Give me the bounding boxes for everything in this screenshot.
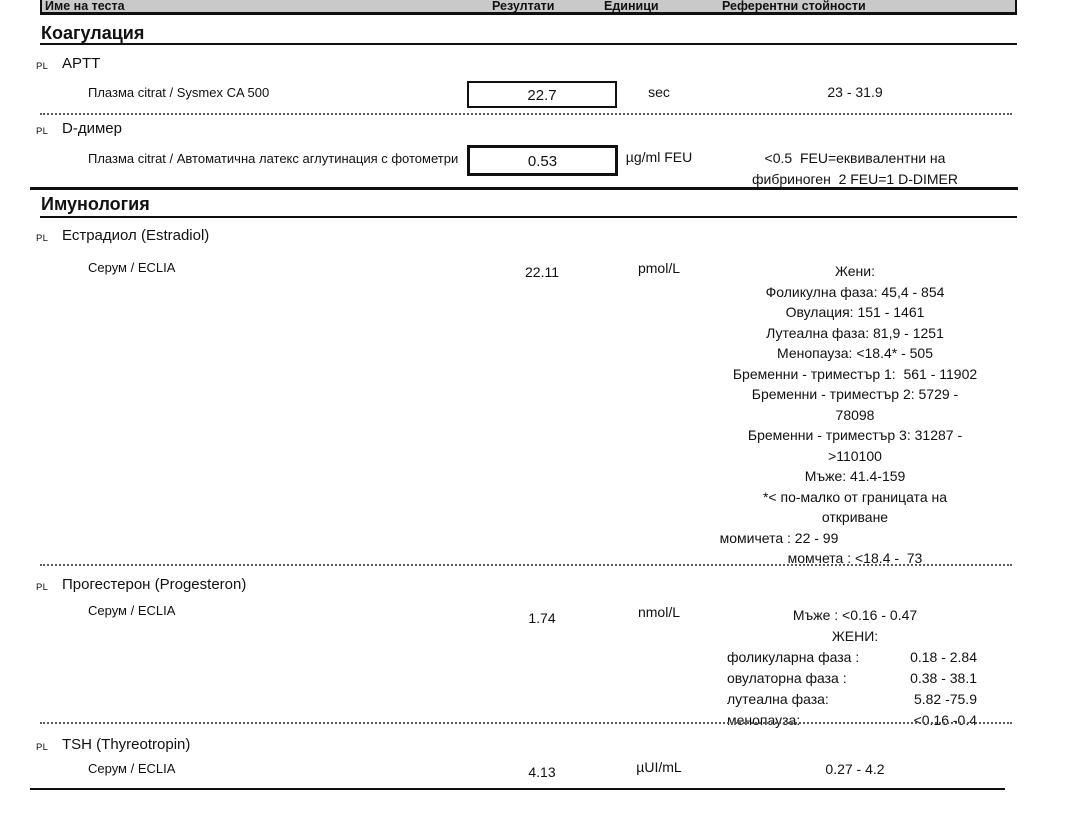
reference-pair-label: фоликуларна фаза : (727, 649, 860, 665)
units-label: µg/ml FEU (625, 149, 693, 165)
reference-pair-value: 0.18 - 2.84 (910, 649, 977, 665)
reference-line: Жени: (835, 263, 875, 279)
result-value: 1.74 (528, 610, 556, 626)
reference-line: Менопауза: <18.4* - 505 (777, 345, 933, 361)
reference-value: 0.27 - 4.2 (825, 761, 885, 777)
section-title-coagulation: Коагулация (41, 23, 145, 43)
reference-line: Бременни - триместър 3: 31287 - (747, 427, 963, 443)
result-value: 22.7 (527, 87, 557, 104)
section-title-immunology: Имунология (41, 194, 150, 214)
reference-line: Лутеална фаза: 81,9 - 1251 (766, 324, 944, 341)
test-name-estradiol: Естрадиол (Estradiol) (62, 227, 210, 244)
reference-line: 78098 (835, 406, 875, 423)
units-label: sec (648, 84, 670, 100)
lab-code: PL (36, 582, 49, 593)
reference-pair (700, 689, 1010, 710)
reference-line: откриване (821, 509, 889, 525)
reference-line: Мъже: 41.4-159 (804, 468, 906, 484)
test-name-aptt: APTT (62, 55, 101, 72)
row-divider-dotted (40, 113, 1012, 115)
lab-code: PL (36, 233, 49, 244)
reference-line: >110100 (828, 447, 882, 464)
reference-pair (700, 710, 1010, 731)
reference-line: Фоликулна фаза: 45,4 - 854 (765, 283, 945, 300)
row-divider-dotted (40, 722, 1012, 724)
result-box (467, 81, 617, 108)
result-value: 0.53 (527, 153, 558, 170)
section-underline (40, 43, 1017, 45)
lab-code: PL (36, 126, 49, 137)
reference-line: Овулация: 151 - 1461 (785, 304, 925, 320)
reference-pair-label: лутеална фаза: (727, 691, 829, 707)
test-method: Серум / ECLIA (88, 260, 176, 275)
test-name-d-dimer: D-димер (62, 120, 122, 137)
column-header-result: Резултати (492, 0, 555, 13)
reference-pair (700, 647, 1010, 668)
reference-line: момичета : 22 - 99 (719, 529, 839, 546)
reference-pair-value: 0.38 - 38.1 (910, 670, 977, 686)
reference-pair-label: менопауза: (727, 712, 801, 728)
units-label: µUI/mL (636, 759, 682, 775)
reference-block (700, 148, 1010, 190)
reference-line: <0.5 FEU=еквивалентни на (764, 150, 946, 166)
row-divider-dotted (40, 564, 1012, 566)
section-underline (40, 216, 1017, 218)
test-method: Серум / ECLIA (88, 603, 176, 618)
reference-pair (700, 668, 1010, 689)
reference-pair-value: <0.16 -0.4 (913, 712, 977, 728)
reference-line: *< по-малко от границата на (762, 488, 948, 505)
test-name-progesteron: Прогестерон (Progesteron) (62, 576, 247, 593)
reference-line: фибриноген 2 FEU=1 D-DIMER (752, 171, 958, 187)
column-header-test-name: Име на теста (45, 0, 125, 13)
result-box (467, 145, 618, 176)
test-method: Серум / ECLIA (88, 761, 176, 776)
page-bottom-rule (30, 788, 1005, 790)
reference-line: Бременни - триместър 2: 5729 - (751, 386, 959, 402)
test-method: Плазма citrat / Автоматична латекс аглутинация с фотометри (88, 151, 459, 166)
column-header-bar (40, 0, 1017, 15)
reference-value: 23 - 31.9 (827, 84, 883, 100)
reference-line: момчета : <18.4 - 73 (787, 550, 923, 566)
reference-line: ЖЕНИ: (831, 628, 879, 644)
reference-pair-value: 5.82 -75.9 (913, 691, 977, 707)
result-value: 4.13 (528, 764, 556, 780)
reference-block (700, 261, 1010, 569)
column-header-reference: Референтни стойности (722, 0, 866, 13)
test-method: Плазма citrat / Sysmex CA 500 (88, 85, 270, 100)
lab-code: PL (36, 742, 49, 753)
units-label: nmol/L (637, 604, 681, 620)
reference-line: Бременни - триместър 1: 561 - 11902 (732, 365, 978, 382)
units-label: pmol/L (637, 260, 681, 276)
reference-line: Мъже : <0.16 - 0.47 (792, 607, 918, 623)
section-divider (30, 187, 1018, 190)
reference-pair-label: овулаторна фаза : (727, 670, 847, 686)
column-header-units: Единици (604, 0, 659, 13)
test-name-tsh: TSH (Thyreotropin) (62, 736, 191, 753)
result-value: 22.11 (525, 264, 559, 280)
lab-code: PL (36, 61, 49, 72)
reference-block (700, 605, 1010, 731)
